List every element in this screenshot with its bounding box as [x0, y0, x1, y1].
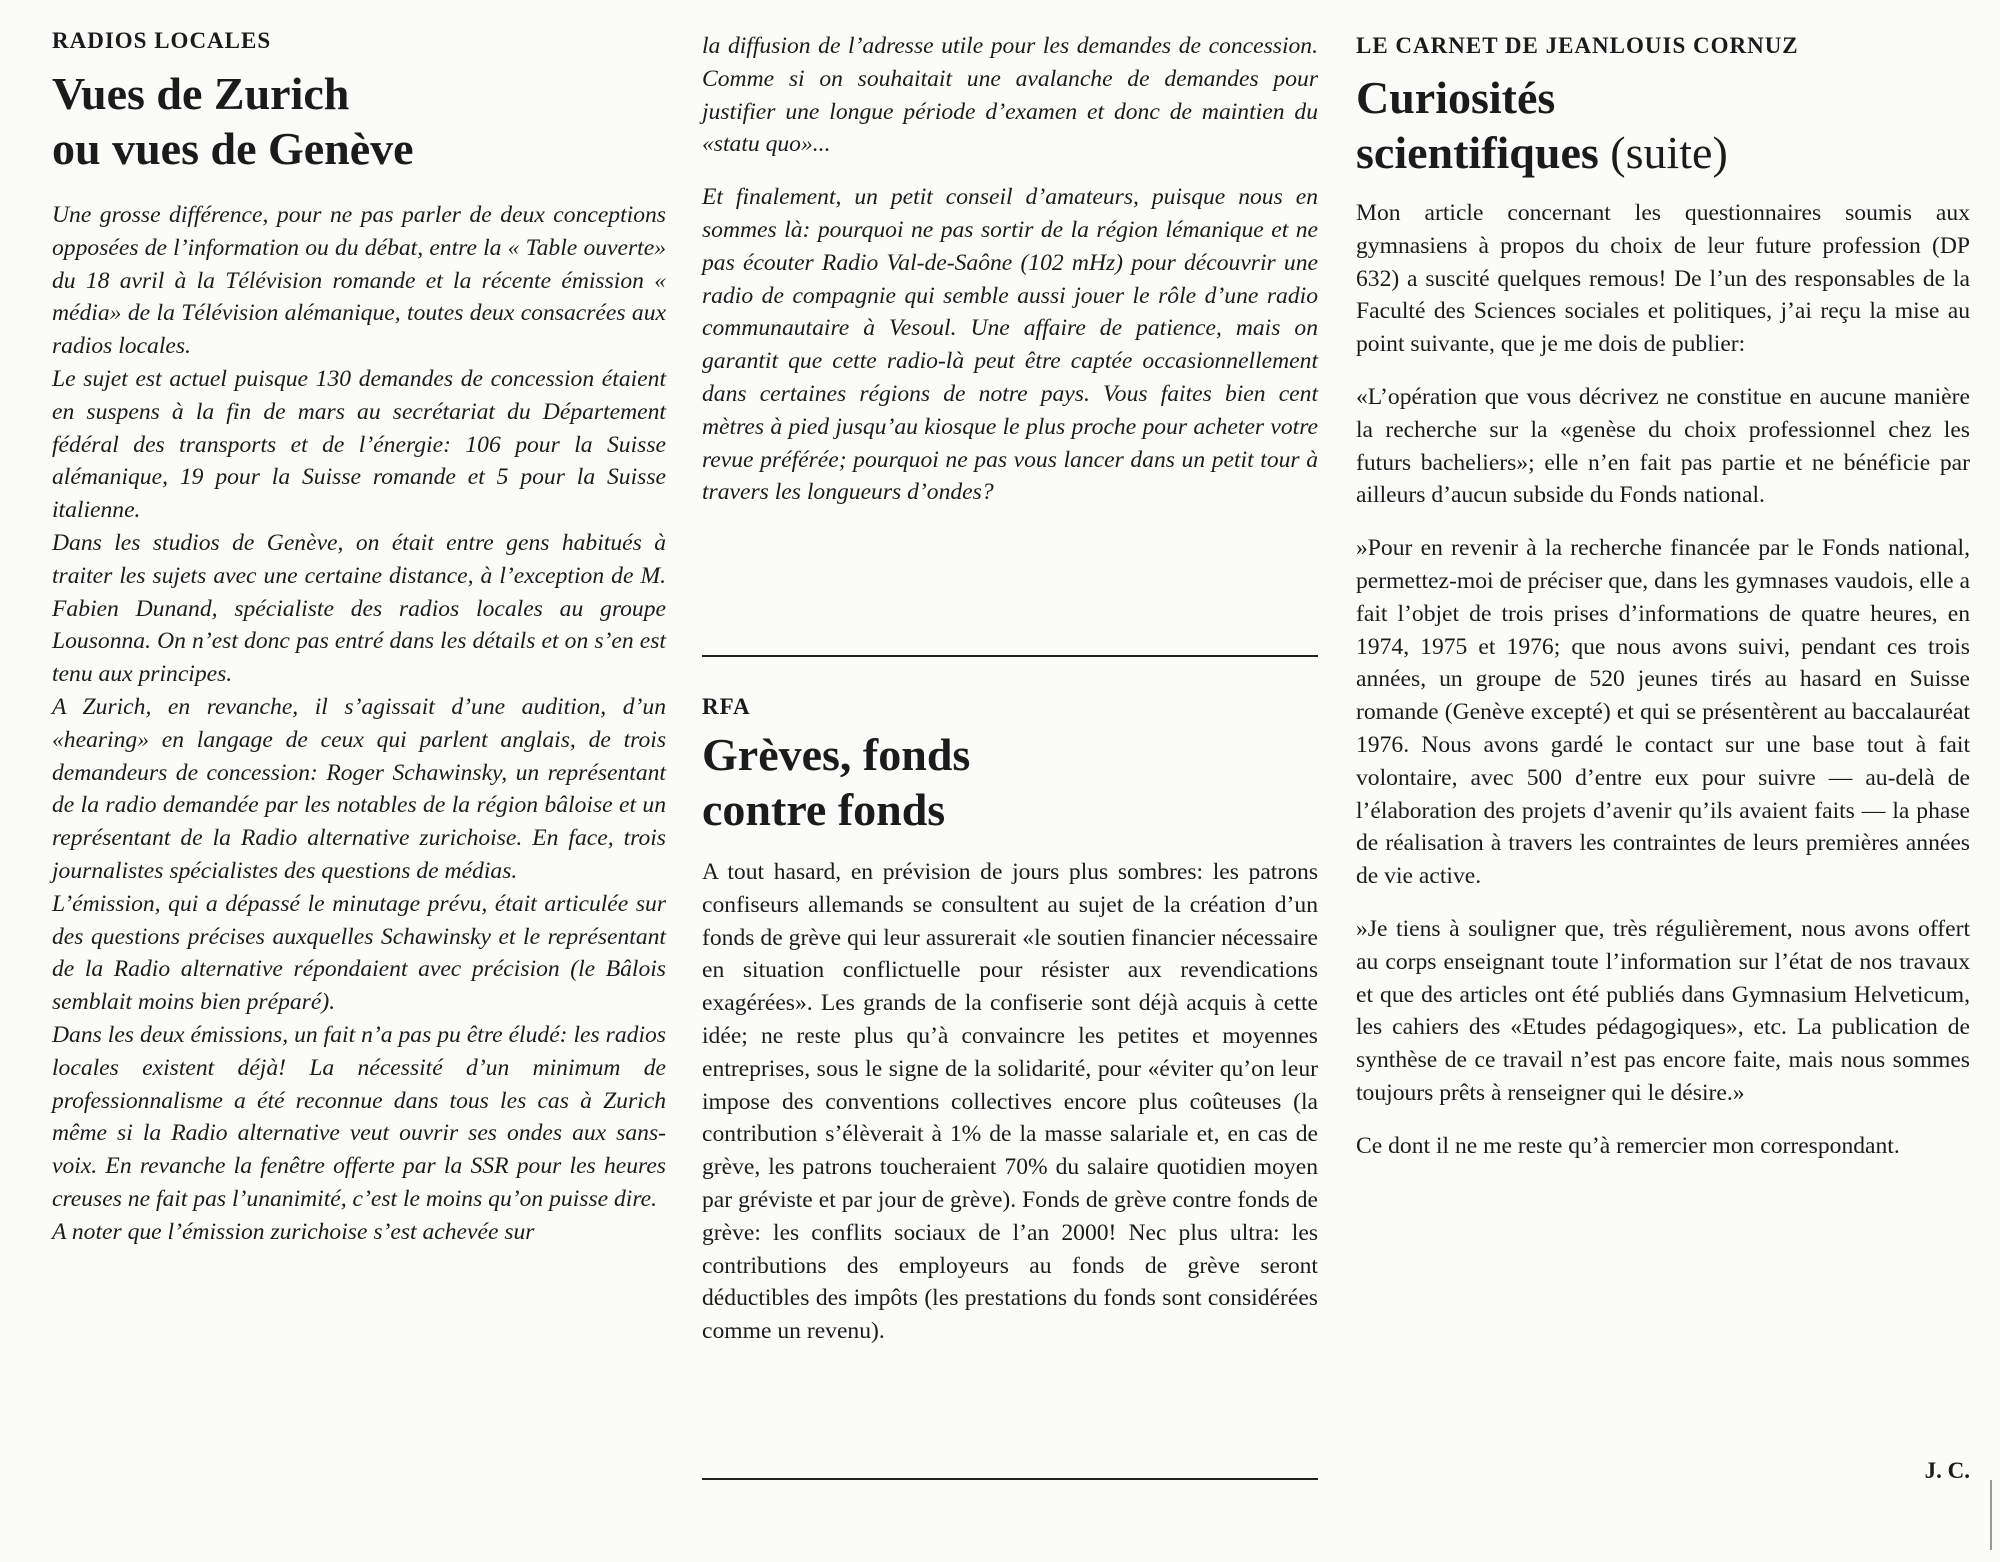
- article3-paragraph: Ce dont il ne me reste qu’à remercier mon correspondant.: [1356, 1132, 1900, 1159]
- article3-title-suffix: (suite): [1610, 127, 1728, 178]
- article3-kicker: LE CARNET DE JEANLOUIS CORNUZ: [1356, 33, 1799, 58]
- article2-kicker: RFA: [702, 694, 751, 719]
- page-edge: [1990, 1480, 1992, 1550]
- article3-paragraph: Mon article concernant les questionnaires soumis aux gymnasiens à propos du choix de leur future profession (DP 632) a suscité quelques remous! De l’un des responsables de la Faculté des Sciences sociales et politiques, j’ai reçu la mise au point suivante, que je me dois de publier:: [1356, 200, 1970, 358]
- article1-kicker: RADIOS LOCALES: [52, 28, 272, 53]
- article1-continued-paragraph: Et finalement, un petit conseil d’amateurs, puisque nous en sommes là: pourquoi ne pas sortir de la région lémanique et ne pas écouter Radio Val-de-Saône (102 mHz) pour découvrir une radio de compagnie qui semble aussi jouer le rôle d’une radio communautaire à Vesoul. Une affaire de patience, mais on garantit que cette radio-là peut être captée occasionnellement dans certaines régions de notre pays. Vous faites bien cent mètres à pied jusqu’au kiosque le plus proche pour acheter votre revue préférée; pourquoi ne pas vous lancer dans un petit tour à travers les longueurs d’ondes?: [702, 184, 1318, 506]
- article1-paragraph: Dans les deux émissions, un fait n’a pas pu être éludé: les radios locales existent déjà! La nécessité d’un minimum de professionnalisme a été reconnue dans tous les cas à Zurich même si la Radio alternative veut ouvrir ses ondes aux sans-voix. En revanche la fenêtre offerte par la SSR pour les heures creuses ne fait pas l’unanimité, c’est le moins qu’on puisse dire.: [52, 1021, 666, 1212]
- article1-body: [52, 199, 666, 1249]
- article1-paragraph: Le sujet est actuel puisque 130 demandes de concession étaient en suspens à la fin de mars au secrétariat du Département fédéral des transports et de l’énergie: 106 pour la Suisse alémanique, 19 pour la Suisse romande et 5 pour la Suisse italienne.: [52, 365, 666, 524]
- article3-title-main: scientifiques: [1356, 127, 1599, 178]
- article2-body: [702, 856, 1318, 1348]
- article2-title-line1: Grèves, fonds: [702, 729, 971, 780]
- article1-title-line2: ou vues de Genève: [52, 123, 414, 174]
- article1-paragraph: L’émission, qui a dépassé le minutage prévu, était articulée sur des questions précises auxquelles Schawinsky et le représentant de la Radio alternative répondaient avec précision (le Bâlois semblait moins bien préparé).: [52, 890, 666, 1016]
- article2-paragraph: A tout hasard, en prévision de jours plus sombres: les patrons confiseurs allemands se consultent au sujet de la création d’un fonds de grève qui leur assurerait «le soutien financier nécessaire en situation conflictuelle pour résister aux revendications exagérées». Les grands de la confiserie sont déjà acquis à cette idée; ne reste plus qu’à convaincre les petites et moyennes entreprises, sous le signe de la solidarité, pour «éviter qu’on leur impose des conventions collectives encore plus coûteuses (la contribution s’élèverait à 1% de la masse salariale et, en cas de grève, les patrons toucheraient 70% du salaire quotidien moyen par gréviste et par jour de grève). Fonds de grève contre fonds de grève: les conflits sociaux de l’an 2000! Nec plus ultra: les contributions des employeurs au fonds de grève seront déductibles des impôts (les prestations du fonds sont considérées comme un revenu).: [702, 859, 1318, 1345]
- article1-paragraph: A Zurich, en revanche, il s’agissait d’une audition, d’un «hearing» en langage de ceux qui parlent anglais, de trois demandeurs de concession: Roger Schawinsky, un représentant de la radio demandée par les notables de la région bâloise et un représentant de la Radio alternative zurichoise. En face, trois journalistes spécialistes des questions de médias.: [52, 693, 666, 884]
- article1-paragraph: Dans les studios de Genève, on était entre gens habitués à traiter les sujets avec une certaine distance, à l’exception de M. Fabien Dunand, spécialiste des radios locales au groupe Lousonna. On n’est donc pas entré dans les détails et on s’en est tenu aux principes.: [52, 529, 666, 688]
- article3-signature: J. C.: [1924, 1458, 1970, 1483]
- article3-title-line2: [1356, 125, 1728, 181]
- article1-paragraph: Une grosse différence, pour ne pas parler de deux conceptions opposées de l’information ou du débat, entre la « Table ouverte» du 18 avril à la Télévision romande et la récente émission « média» de la Télévision alémanique, toutes deux consacrées aux radios locales.: [52, 202, 666, 360]
- article2-title-line2: contre fonds: [702, 784, 946, 835]
- article1-paragraph: A noter que l’émission zurichoise s’est achevée sur: [52, 1218, 535, 1245]
- article3-paragraph: «L’opération que vous décrivez ne constitue en aucune manière la recherche sur la «genèse du choix professionnel chez les futurs bacheliers»; elle n’en fait pas partie et ne bénéficie par ailleurs d’aucun subside du Fonds national.: [1356, 383, 1970, 509]
- section-divider: [702, 655, 1318, 657]
- article3-paragraph: »Je tiens à souligner que, très régulièrement, nous avons offert au corps enseignant toute l’information sur l’état de nos travaux et que des articles ont été publiés dans Gymnasium Helveticum, les cahiers des «Etudes pédagogiques», etc. La publication de synthèse de ce travail n’est pas encore faite, mais nous sommes toujours prêts à renseigner qui le désire.»: [1356, 915, 1970, 1106]
- article3-title-line1: Curiosités: [1356, 72, 1556, 123]
- article1-continued-body: [702, 30, 1318, 509]
- article1-title-line1: Vues de Zurich: [52, 68, 350, 119]
- article3-paragraph: »Pour en revenir à la recherche financée par le Fonds national, permettez-moi de préciser que, dans les gymnases vaudois, elle a fait l’objet de trois prises d’informations de quatre heures, en 1974, 1975 et 1976; que nous avons suivi, pendant ces trois années, un groupe de 520 jeunes tirés au hasard en Suisse romande (Genève excepté) et qui se présentèrent au baccalauréat 1976. Nous avons gardé le contact sur une base tout à fait volontaire, avec 500 d’entre eux pour suivre — au-delà de l’élaboration des projets d’avenir qu’ils avaient faits — la phase de réalisation à travers les contraintes de leurs premières années de vie active.: [1356, 535, 1970, 890]
- article3-body: [1356, 197, 1970, 1163]
- article1-continued-paragraph: la diffusion de l’adresse utile pour les demandes de concession. Comme si on souhaitait une avalanche de demandes pour justifier une longue période d’examen et donc de maintien du «statu quo»...: [702, 33, 1318, 158]
- section-divider: [702, 1478, 1318, 1480]
